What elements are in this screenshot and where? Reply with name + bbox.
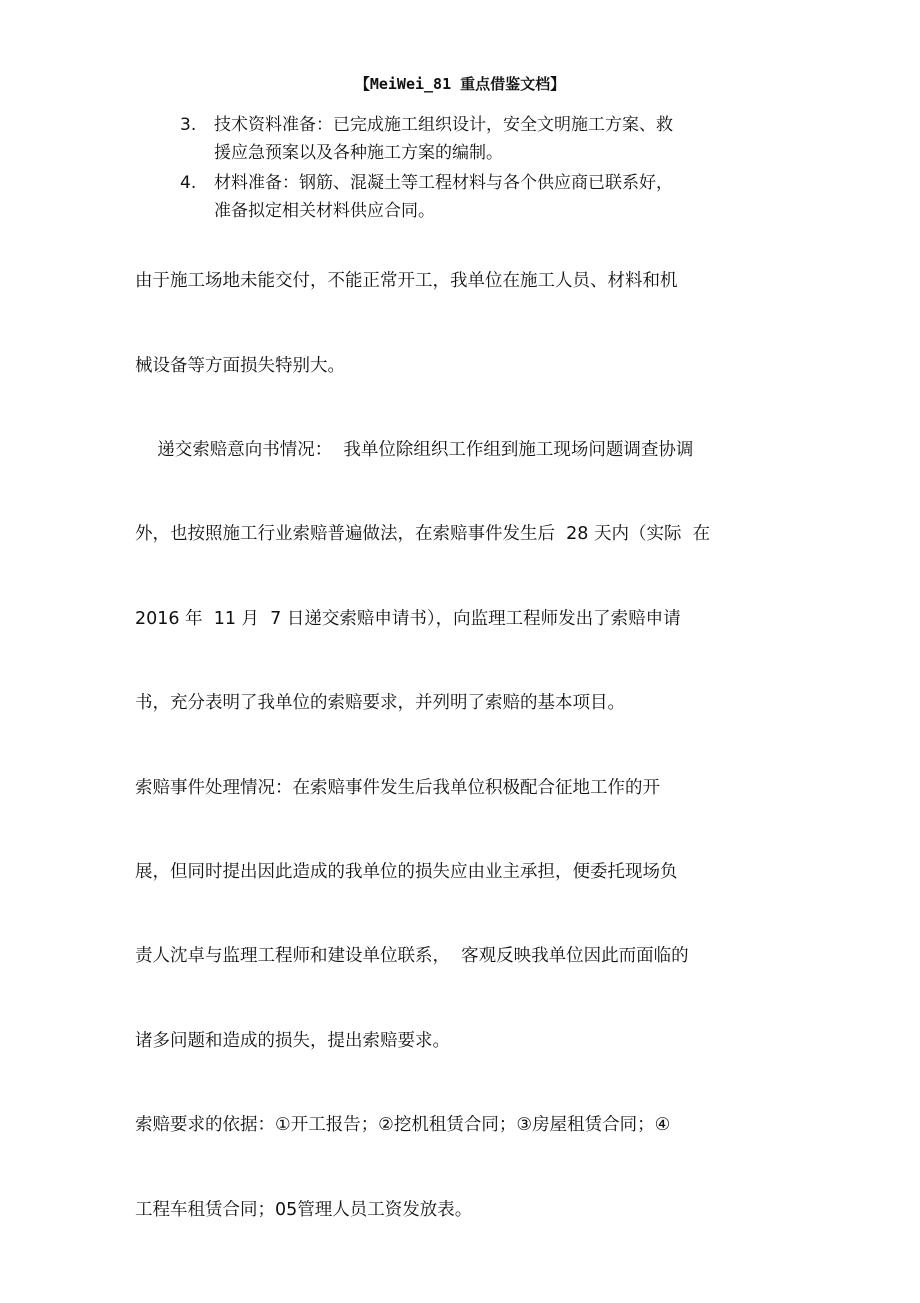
body-line: 工程车租赁合同；05管理人员工资发放表。	[135, 1200, 473, 1220]
body-line: 递交索赔意向书情况： 我单位除组织工作组到施工现场问题调查协调	[135, 440, 694, 460]
body-line: 由于施工场地未能交付，不能正常开工，我单位在施工人员、材料和机	[135, 271, 678, 291]
list-text-line: 技术资料准备：已完成施工组织设计，安全文明施工方案、救	[214, 115, 673, 135]
body-line: 索赔事件处理情况：在索赔事件发生后我单位积极配合征地工作的开	[135, 778, 660, 798]
body-line: 械设备等方面损失特别大。	[135, 356, 345, 376]
list-number: 4.	[180, 173, 197, 193]
body-line: 责人沈卓与监理工程师和建设单位联系， 客观反映我单位因此而面临的	[135, 946, 689, 966]
body-line: 书，充分表明了我单位的索赔要求，并列明了索赔的基本项目。	[135, 693, 625, 713]
body-line: 展，但同时提出因此造成的我单位的损失应由业主承担，便委托现场负	[135, 862, 678, 882]
list-number: 3.	[180, 115, 197, 135]
list-text-line: 准备拟定相关材料供应合同。	[214, 201, 435, 221]
body-line: 诸多问题和造成的损失，提出索赔要求。	[135, 1031, 450, 1051]
list-text-line: 材料准备：钢筋、混凝土等工程材料与各个供应商已联系好，	[214, 173, 673, 193]
body-line: 2016 年 11 月 7 日递交索赔申请书），向监理工程师发出了索赔申请	[135, 609, 681, 629]
body-line: 外，也按照施工行业索赔普遍做法，在索赔事件发生后 28 天内（实际 在	[135, 524, 711, 544]
document-header: 【MeiWei_81 重点借鉴文档】	[354, 75, 566, 93]
body-line: 索赔要求的依据：①开工报告；②挖机租赁合同；③房屋租赁合同；④	[135, 1115, 671, 1135]
list-text-line: 援应急预案以及各种施工方案的编制。	[214, 143, 503, 163]
